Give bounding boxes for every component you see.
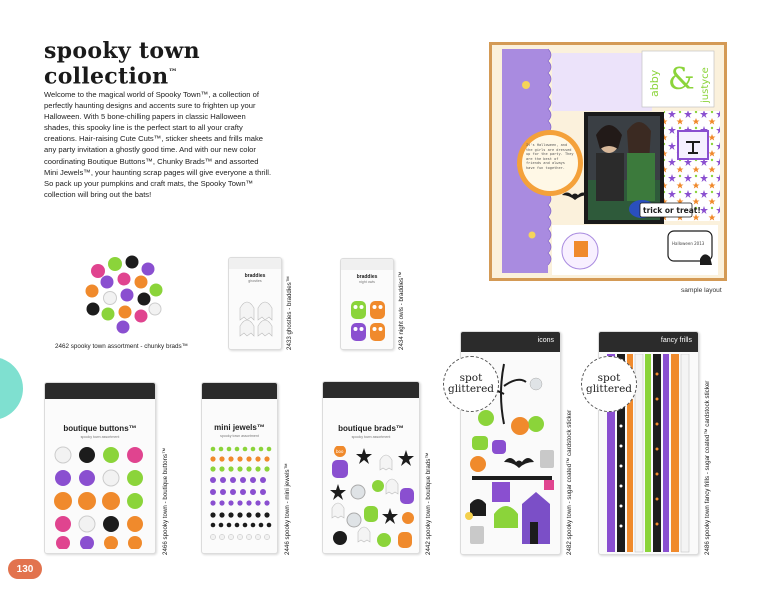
card-subtitle: spooky town assortment <box>351 435 391 439</box>
product-label-2482: 2482 spooky town - sugar coated™ cardstock sticker <box>566 409 573 555</box>
brad-boo-label: boo <box>336 449 344 454</box>
layout-trick-tag: trick or treat! <box>643 206 701 215</box>
product-label-2446: 2446 spooky town - mini jewels™ <box>284 463 291 555</box>
button-grid <box>51 445 151 549</box>
card-subtitle: spooky town assortment <box>220 434 259 438</box>
card-title: boutique buttons™ <box>63 424 137 433</box>
layout-ampersand: & <box>668 62 695 97</box>
card-subtitle: spooky town assortment <box>80 435 120 439</box>
side-tab-decoration <box>0 357 23 420</box>
brad-grid <box>328 446 416 550</box>
product-label-2486: 2486 spooky town fancy frills - sugar coated™ cardstock sticker <box>704 380 711 555</box>
card-title: icons <box>537 337 554 344</box>
card-subtitle: night owls <box>359 280 375 284</box>
card-title: braddies <box>244 273 266 279</box>
card-boutique-buttons <box>44 382 156 554</box>
card-mini-jewels <box>201 382 278 554</box>
product-label-2442: 2442 spooky town - boutique brads™ <box>425 452 432 555</box>
title-trademark: ™ <box>168 68 178 78</box>
jewel-grid <box>209 445 273 545</box>
title-line-2: collection <box>44 63 169 90</box>
card-ghosties-braddies <box>228 257 282 350</box>
layout-journal-text: It's Halloween, and the girls are dressed up for the party. They are the best of friends and always have fun together. <box>526 143 574 170</box>
card-title: mini jewels™ <box>214 423 265 432</box>
sample-layout-image <box>489 42 727 281</box>
product-label-2462: 2462 spooky town assortment - chunky brads™ <box>55 343 189 350</box>
product-label-2433: 2433 ghosties - braddies™ <box>286 276 293 350</box>
layout-name-bottom: justyce <box>700 67 711 103</box>
card-night-owls-braddies <box>340 258 394 350</box>
sample-layout-art <box>492 45 724 278</box>
owl-braddies <box>349 299 387 345</box>
card-title: fancy frills <box>660 337 692 344</box>
page-number: 130 <box>8 559 42 579</box>
layout-date-tag: Halloween 2013 <box>672 241 705 246</box>
spot-glittered-badge-frills: spot glittered <box>581 356 637 412</box>
card-boutique-brads <box>322 381 420 554</box>
product-label-2434: 2434 night owls - braddies™ <box>398 271 405 350</box>
page-title <box>44 38 200 90</box>
card-subtitle: ghosties <box>248 279 262 283</box>
intro-paragraph: Welcome to the magical world of Spooky Town™, a collection of perfectly haunting designs and accents sure to frighten up your Halloween. With 5 bone-chilling papers in classic Halloween shades, this spooky line is the perfect start to all your crafty creations. Hair-raising Cute Cuts™, sticker sheets and frills make any party invitation a ghostly good time. And with our new color coordinating Boutique Buttons™, Chunky Brads™ and assorted Mini Jewels™, your haunting scrap pages will give everyone a thrill. So pack up your pumpkins and craft mats, the Spooky Town™ collection will bring out the bats! <box>44 90 272 199</box>
ghost-braddies <box>238 298 274 338</box>
card-title: braddies <box>356 274 378 280</box>
layout-name-top: abby <box>648 69 661 97</box>
layout-caption: sample layout <box>681 287 722 294</box>
spot-glittered-badge-icons: spot glittered <box>443 356 499 412</box>
card-title: boutique brads™ <box>338 424 404 433</box>
product-label-2466: 2466 spooky town - boutique buttons™ <box>162 447 169 555</box>
title-line-1: spooky town <box>44 38 200 64</box>
chunky-brads-assortment <box>85 254 163 334</box>
